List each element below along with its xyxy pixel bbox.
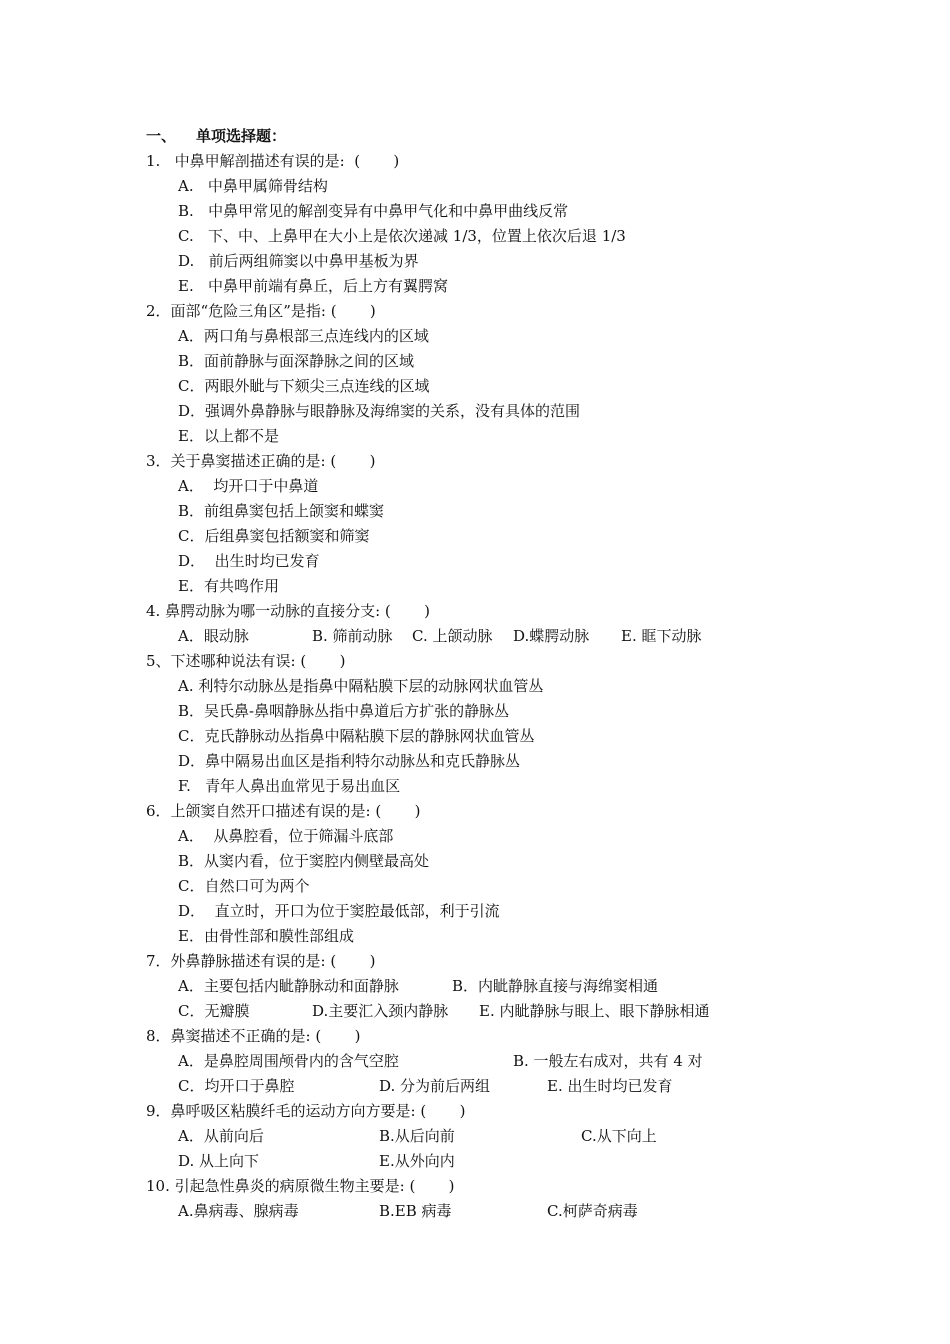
question-7-option-c: C．无瓣膜	[178, 1002, 250, 1020]
question-5-option-c: C．克氏静脉动丛指鼻中隔粘膜下层的静脉网状血管丛	[178, 727, 535, 745]
question-4-stem: 4. 鼻腭动脉为哪一动脉的直接分支: ( )	[146, 602, 430, 620]
question-4-option-a: A．眼动脉	[178, 627, 249, 645]
question-6-option-c: C．自然口可为两个	[178, 877, 310, 895]
question-8-option-c: C．均开口于鼻腔	[178, 1077, 295, 1095]
question-8-option-b: B. 一般左右成对，共有 4 对	[513, 1052, 703, 1070]
question-6-stem: 6．上颌窦自然开口描述有误的是: ( )	[146, 802, 421, 820]
question-9-option-e: E.从外向内	[379, 1152, 455, 1170]
question-4-option-b: B. 筛前动脉	[312, 627, 393, 645]
question-7-option-b: B．内眦静脉直接与海绵窦相通	[452, 977, 659, 995]
question-5-option-b: B．吴氏鼻-鼻咽静脉丛指中鼻道后方扩张的静脉丛	[178, 702, 510, 720]
question-8-option-d: D. 分为前后两组	[379, 1077, 491, 1095]
section-title: 单项选择题：	[196, 127, 287, 145]
question-9-option-c: C.从下向上	[581, 1127, 657, 1145]
question-9-option-b: B.从后向前	[379, 1127, 455, 1145]
question-1-option-b: B. 中鼻甲常见的解剖变异有中鼻甲气化和中鼻甲曲线反常	[178, 202, 569, 220]
question-10-option-c: C.柯萨奇病毒	[547, 1202, 638, 1220]
section-number: 一、	[146, 127, 177, 145]
question-4-option-d: D.蝶腭动脉	[513, 627, 590, 645]
question-2-option-c: C．两眼外眦与下颏尖三点连线的区域	[178, 377, 430, 395]
question-10-stem: 10. 引起急性鼻炎的病原微生物主要是: ( )	[146, 1177, 455, 1195]
question-10-option-a: A.鼻病毒、腺病毒	[178, 1202, 299, 1220]
question-8-stem: 8．鼻窦描述不正确的是: ( )	[146, 1027, 361, 1045]
question-6-option-a: A． 从鼻腔看，位于筛漏斗底部	[178, 827, 394, 845]
question-5-stem: 5、下述哪种说法有误: ( )	[146, 652, 346, 670]
question-8-option-a: A．是鼻腔周围颅骨内的含气空腔	[178, 1052, 399, 1070]
question-1-option-e: E. 中鼻甲前端有鼻丘，后上方有翼腭窝	[178, 277, 449, 295]
question-3-option-a: A． 均开口于中鼻道	[178, 477, 319, 495]
question-2-stem: 2．面部“危险三角区”是指: ( )	[146, 302, 376, 320]
question-7-stem: 7．外鼻静脉描述有误的是: ( )	[146, 952, 376, 970]
question-5-option-a: A. 利特尔动脉丛是指鼻中隔粘膜下层的动脉网状血管丛	[178, 677, 544, 695]
question-10-option-b: B.EB 病毒	[379, 1202, 452, 1220]
question-7-option-a: A．主要包括内眦静脉动和面静脉	[178, 977, 399, 995]
question-9-option-a: A．从前向后	[178, 1127, 264, 1145]
question-2-option-a: A．两口角与鼻根部三点连线内的区域	[178, 327, 429, 345]
question-6-option-b: B．从窦内看，位于窦腔内侧壁最高处	[178, 852, 430, 870]
question-1-option-d: D. 前后两组筛窦以中鼻甲基板为界	[178, 252, 419, 270]
question-8-option-e: E. 出生时均已发育	[547, 1077, 673, 1095]
question-2-option-d: D．强调外鼻静脉与眼静脉及海绵窦的关系，没有具体的范围	[178, 402, 581, 420]
question-2-option-b: B．面前静脉与面深静脉之间的区域	[178, 352, 415, 370]
question-4-option-e: E. 眶下动脉	[621, 627, 702, 645]
question-6-option-d: D． 直立时，开口为位于窦腔最低部，利于引流	[178, 902, 500, 920]
question-1-option-c: C. 下、中、上鼻甲在大小上是依次递减 1/3，位置上依次后退 1/3	[178, 227, 626, 245]
question-5-option-f: F. 青年人鼻出血常见于易出血区	[178, 777, 401, 795]
question-4-option-c: C. 上颌动脉	[412, 627, 493, 645]
question-3-option-e: E．有共鸣作用	[178, 577, 279, 595]
question-9-stem: 9．鼻呼吸区粘膜纤毛的运动方向方要是: ( )	[146, 1102, 466, 1120]
question-2-option-e: E．以上都不是	[178, 427, 279, 445]
question-3-option-d: D． 出生时均已发育	[178, 552, 320, 570]
question-1-stem: 1. 中鼻甲解剖描述有误的是: ( )	[146, 152, 400, 170]
question-6-option-e: E．由骨性部和膜性部组成	[178, 927, 354, 945]
question-3-option-c: C．后组鼻窦包括额窦和筛窦	[178, 527, 370, 545]
question-5-option-d: D．鼻中隔易出血区是指利特尔动脉丛和克氏静脉丛	[178, 752, 521, 770]
question-1-option-a: A. 中鼻甲属筛骨结构	[178, 177, 328, 195]
question-7-option-d: D.主要汇入颈内静脉	[312, 1002, 449, 1020]
question-3-stem: 3．关于鼻窦描述正确的是: ( )	[146, 452, 376, 470]
question-9-option-d: D. 从上向下	[178, 1152, 260, 1170]
question-3-option-b: B．前组鼻窦包括上颌窦和蝶窦	[178, 502, 385, 520]
question-7-option-e: E. 内眦静脉与眼上、眼下静脉相通	[479, 1002, 710, 1020]
